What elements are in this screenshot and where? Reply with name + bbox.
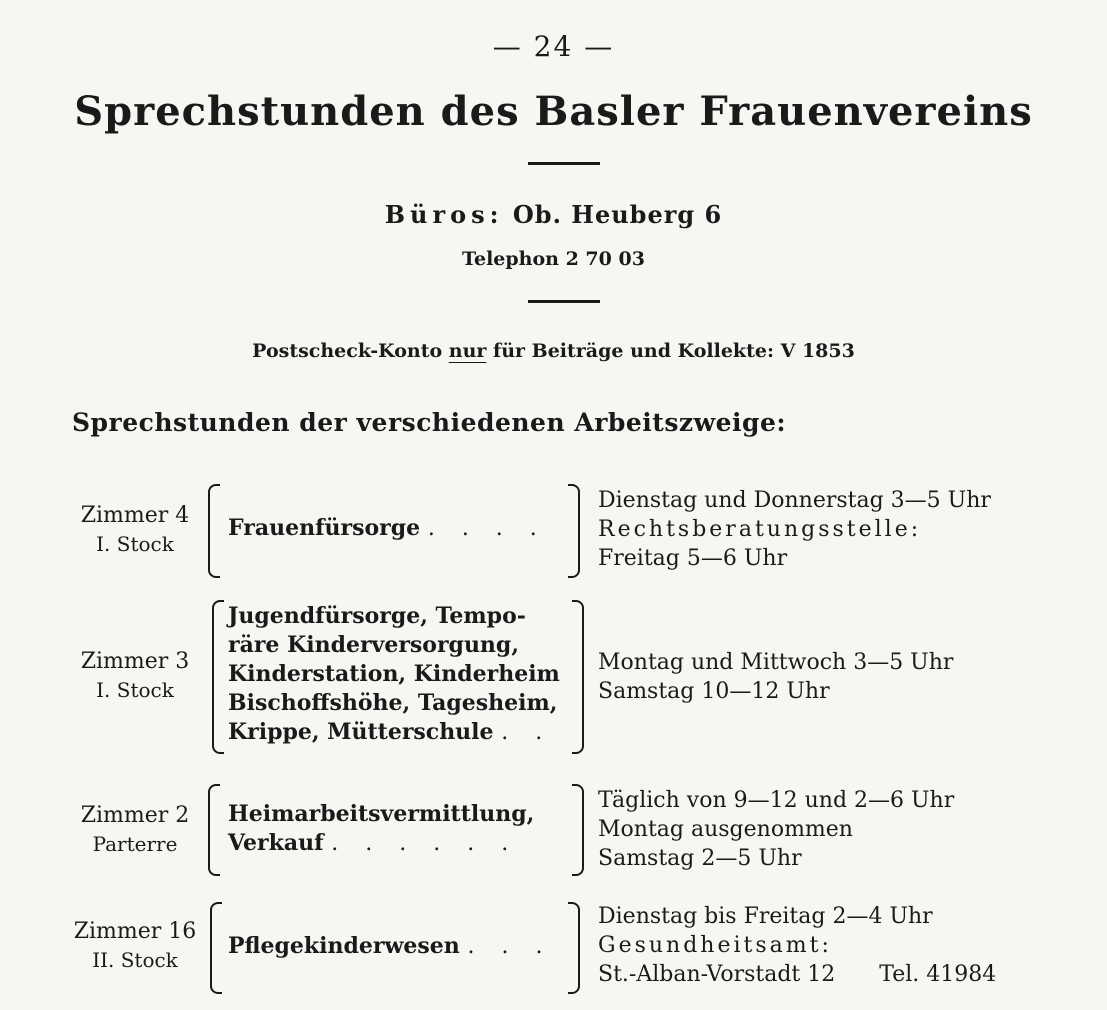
left-brace: [210, 902, 222, 994]
department-cell: [228, 932, 568, 961]
room-cell: [60, 502, 210, 558]
room-number: Zimmer 4: [80, 503, 190, 528]
right-brace: [572, 600, 584, 754]
page-number: — 24 —: [492, 30, 615, 63]
office-hours-row: [0, 600, 1107, 756]
page-title: Sprechstunden des Basler Frauenvereins: [74, 88, 1033, 135]
department-line: räre Kinderversorgung,: [228, 632, 519, 658]
department-line: Pflegekinderwesen: [228, 933, 460, 959]
office-hours-row: [0, 484, 1107, 580]
room-cell: [60, 648, 210, 704]
room-number: Zimmer 16: [73, 919, 197, 944]
room-cell: [60, 802, 210, 858]
hours-line: Montag und Mittwoch 3—5 Uhr: [598, 650, 954, 675]
department-line: Frauenfürsorge: [228, 515, 421, 541]
divider-top: [528, 162, 600, 165]
hours-line: Samstag 10—12 Uhr: [598, 679, 830, 704]
department-line: Bischoffshöhe, Tagesheim,: [228, 690, 558, 716]
postcheck-purpose: für Beiträge und Kollekte: V 1853: [493, 340, 855, 362]
hours-line: St.-Alban-Vorstadt 12: [598, 962, 836, 987]
hours-line: Täglich von 9—12 und 2—6 Uhr: [598, 788, 955, 813]
hours-cell: [598, 786, 1078, 873]
office-phone: Telephon 2 70 03: [462, 248, 645, 270]
hours-cell: [598, 648, 1078, 706]
department-cell: [228, 602, 568, 747]
department-line: Jugendfürsorge, Tempo-: [228, 603, 526, 629]
room-floor: I. Stock: [96, 532, 174, 556]
department-line: Verkauf: [228, 830, 324, 856]
office-hours-row: [0, 784, 1107, 880]
office-address: Ob. Heuberg 6: [512, 200, 723, 229]
hours-line: Dienstag und Donnerstag 3—5 Uhr: [598, 488, 991, 513]
left-brace: [208, 784, 220, 876]
postcheck-account: [0, 340, 1107, 362]
telephone-number: Tel. 41984: [879, 962, 997, 987]
hours-line: Montag ausgenommen: [598, 817, 853, 842]
room-floor: I. Stock: [96, 678, 174, 702]
right-brace: [568, 484, 580, 578]
office-label: Büros:: [384, 200, 504, 229]
right-brace: [568, 902, 580, 994]
department-line: Heimarbeitsvermittlung,: [228, 801, 535, 827]
room-cell: [60, 918, 210, 974]
hours-cell: [598, 486, 1078, 573]
postcheck-label: Postscheck-Konto: [252, 340, 443, 362]
left-brace: [212, 600, 224, 754]
hours-line: Rechtsberatungsstelle:: [598, 517, 922, 542]
leader-dots: . . . . . .: [331, 831, 519, 856]
left-brace: [208, 484, 220, 578]
room-number: Zimmer 3: [80, 649, 190, 674]
department-line: Kinderstation, Kinderheim: [228, 661, 560, 687]
section-heading: Sprechstunden der verschiedenen Arbeitszweige:: [72, 408, 787, 437]
department-cell: [228, 514, 568, 543]
leader-dots: . . . .: [427, 516, 547, 541]
room-floor: Parterre: [92, 832, 178, 856]
department-cell: [228, 800, 568, 858]
hours-line: Samstag 2—5 Uhr: [598, 846, 802, 871]
right-brace: [572, 784, 584, 876]
divider-bottom: [528, 300, 600, 303]
room-number: Zimmer 2: [80, 803, 190, 828]
hours-cell: [598, 902, 1078, 989]
hours-line: Dienstag bis Freitag 2—4 Uhr: [598, 904, 933, 929]
postcheck-emphasis: nur: [448, 340, 487, 362]
leader-dots: . . .: [467, 934, 553, 959]
office-hours-row: [0, 902, 1107, 998]
hours-line: Gesundheitsamt:: [598, 933, 832, 958]
leader-dots: . .: [501, 720, 553, 745]
office-address-line: [0, 200, 1107, 229]
hours-line: Freitag 5—6 Uhr: [598, 546, 788, 571]
room-floor: II. Stock: [92, 948, 178, 972]
department-line: Krippe, Mütterschule: [228, 719, 494, 745]
